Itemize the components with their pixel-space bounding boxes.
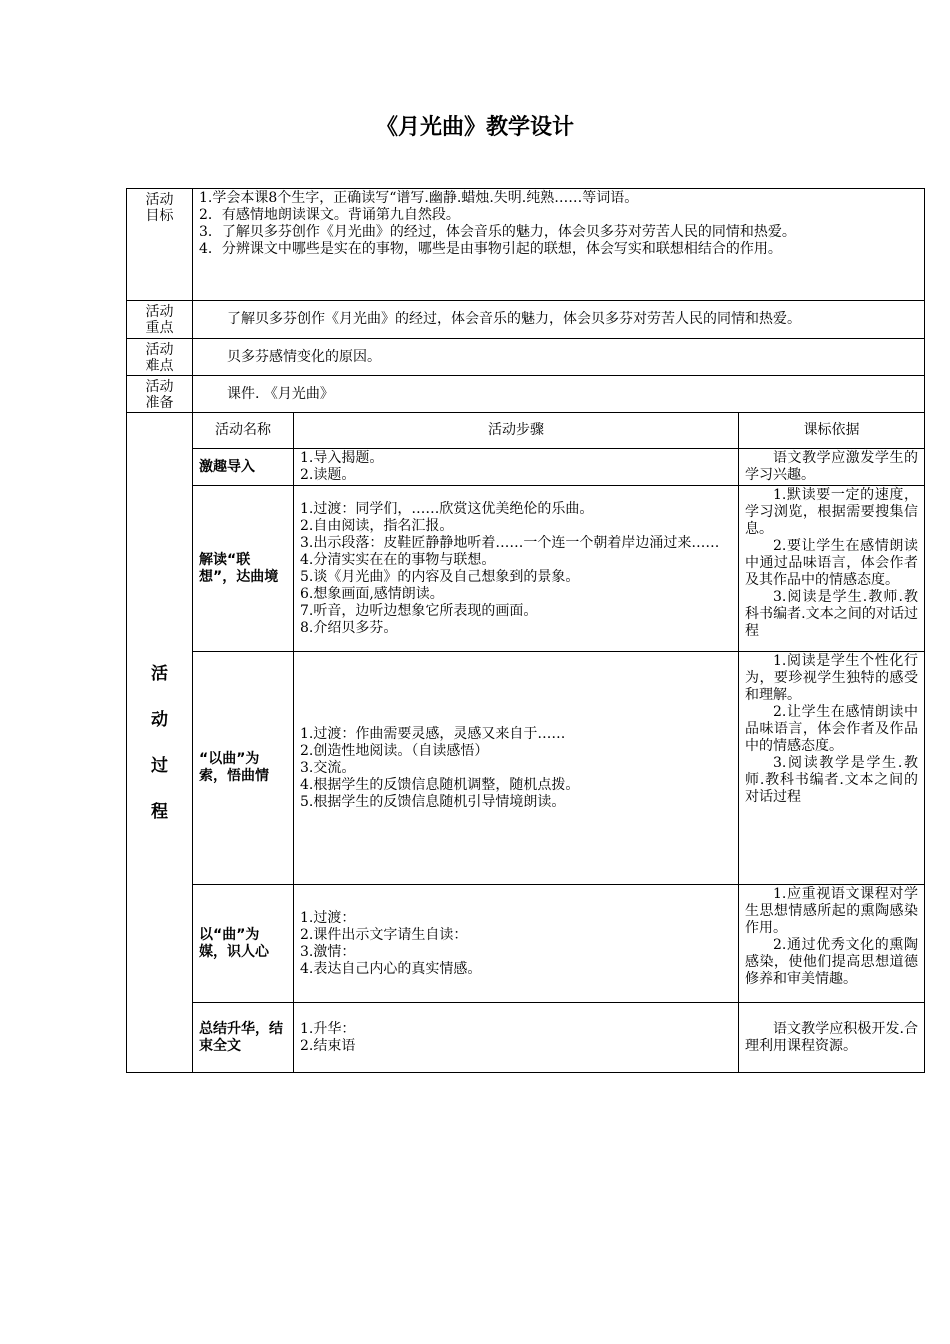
key-content: 了解贝多芬创作《月光曲》的经过，体会音乐的魅力，体会贝多芬对劳苦人民的同情和热爱。 bbox=[193, 301, 925, 339]
stage-basis: 1.应重视语文课程对学生思想情感所起的熏陶感染作用。 2.通过优秀文化的熏陶感染，使他们提高思想道德修养和审美情趣。 bbox=[739, 885, 925, 1003]
stage-name: “以曲”为索，悟曲情 bbox=[193, 652, 294, 885]
goal-label: 活动 目标 bbox=[127, 189, 193, 301]
stage-row bbox=[127, 885, 925, 1003]
stage-row bbox=[127, 1003, 925, 1073]
goal-content bbox=[193, 189, 925, 301]
goal-item: 4．分辨课文中哪些是实在的事物，哪些是由事物引起的联想，体会写实和联想相结合的作用。 bbox=[199, 241, 782, 257]
prep-label: 活动 准备 bbox=[127, 376, 193, 413]
prep-row bbox=[127, 376, 925, 413]
stage-steps: 1.过渡：作曲需要灵感，灵感又来自于…… 2.创造性地阅读。（自读感悟） 3.交流。 4.根据学生的反馈信息随机调整，随机点拨。 5.根据学生的反馈信息随机引导情境朗读。 bbox=[294, 652, 739, 885]
stage-row bbox=[127, 652, 925, 885]
page-title: 《月光曲》教学设计 bbox=[375, 115, 574, 140]
goal-row bbox=[127, 189, 925, 301]
stage-name: 激趣导入 bbox=[193, 449, 294, 486]
key-row bbox=[127, 301, 925, 339]
stage-row bbox=[127, 486, 925, 652]
difficulty-row bbox=[127, 339, 925, 376]
stage-steps: 1.导入揭题。 2.读题。 bbox=[294, 449, 739, 486]
stage-steps: 1.升华： 2.结束语 bbox=[294, 1003, 739, 1073]
goal-item: 3．了解贝多芬创作《月光曲》的经过，体会音乐的魅力，体会贝多芬对劳苦人民的同情和热爱。 bbox=[199, 224, 796, 240]
stage-steps: 1.过渡： 2.课件出示文字请生自读： 3.激情： 4.表达自己内心的真实情感。 bbox=[294, 885, 739, 1003]
prep-content: 课件. 《月光曲》 bbox=[193, 376, 925, 413]
goal-item: 1.学会本课8个生字，正确读写“谱写.幽静.蜡烛.失明.纯熟……等词语。 bbox=[199, 190, 639, 206]
goal-item: 2．有感情地朗读课文。背诵第九自然段。 bbox=[199, 207, 460, 223]
difficulty-label: 活动 难点 bbox=[127, 339, 193, 376]
stage-row bbox=[127, 449, 925, 486]
header-activity-steps: 活动步骤 bbox=[294, 413, 739, 449]
key-label: 活动 重点 bbox=[127, 301, 193, 339]
stage-basis: 语文教学应激发学生的学习兴趣。 bbox=[739, 449, 925, 486]
stage-basis: 1.阅读是学生个性化行为，要珍视学生独特的感受和理解。 2.让学生在感情朗读中品味语言，体会作者及作品中的情感态度。 3.阅读教学是学生.教师.教科书编者.文本之间的对话过程 bbox=[739, 652, 925, 885]
difficulty-content: 贝多芬感情变化的原因。 bbox=[193, 339, 925, 376]
header-basis: 课标依据 bbox=[739, 413, 925, 449]
stage-steps: 1.过渡：同学们，……欣赏这优美绝伦的乐曲。 2.自由阅读，指名汇报。 3.出示段落：皮鞋匠静静地听着……一个连一个朝着岸边涌过来…… 4.分清实实在在的事物与联想。 5.谈《月光曲》的内容及自己想象到的景象。 6.想象画面,感情朗读。 7.听音，边听边想象它所表现的画面。 8.介绍贝多芬。 bbox=[294, 486, 739, 652]
stage-name: 以“曲”为媒，识人心 bbox=[193, 885, 294, 1003]
process-header-row bbox=[127, 413, 925, 449]
header-activity-name: 活动名称 bbox=[193, 413, 294, 449]
stage-basis: 1.默读要一定的速度，学习浏览，根据需要搜集信息。 2.要让学生在感情朗读中通过品味语言，体会作者及其作品中的情感态度。 3.阅读是学生.教师.教科书编者.文本之间的对话过程 bbox=[739, 486, 925, 652]
lesson-plan-table bbox=[126, 188, 925, 1073]
stage-name: 总结升华，结束全文 bbox=[193, 1003, 294, 1073]
stage-name: 解读“联想”，达曲境 bbox=[193, 486, 294, 652]
stage-basis: 语文教学应积极开发.合理利用课程资源。 bbox=[739, 1003, 925, 1073]
process-label: 活 动 过 程 bbox=[127, 413, 193, 1073]
